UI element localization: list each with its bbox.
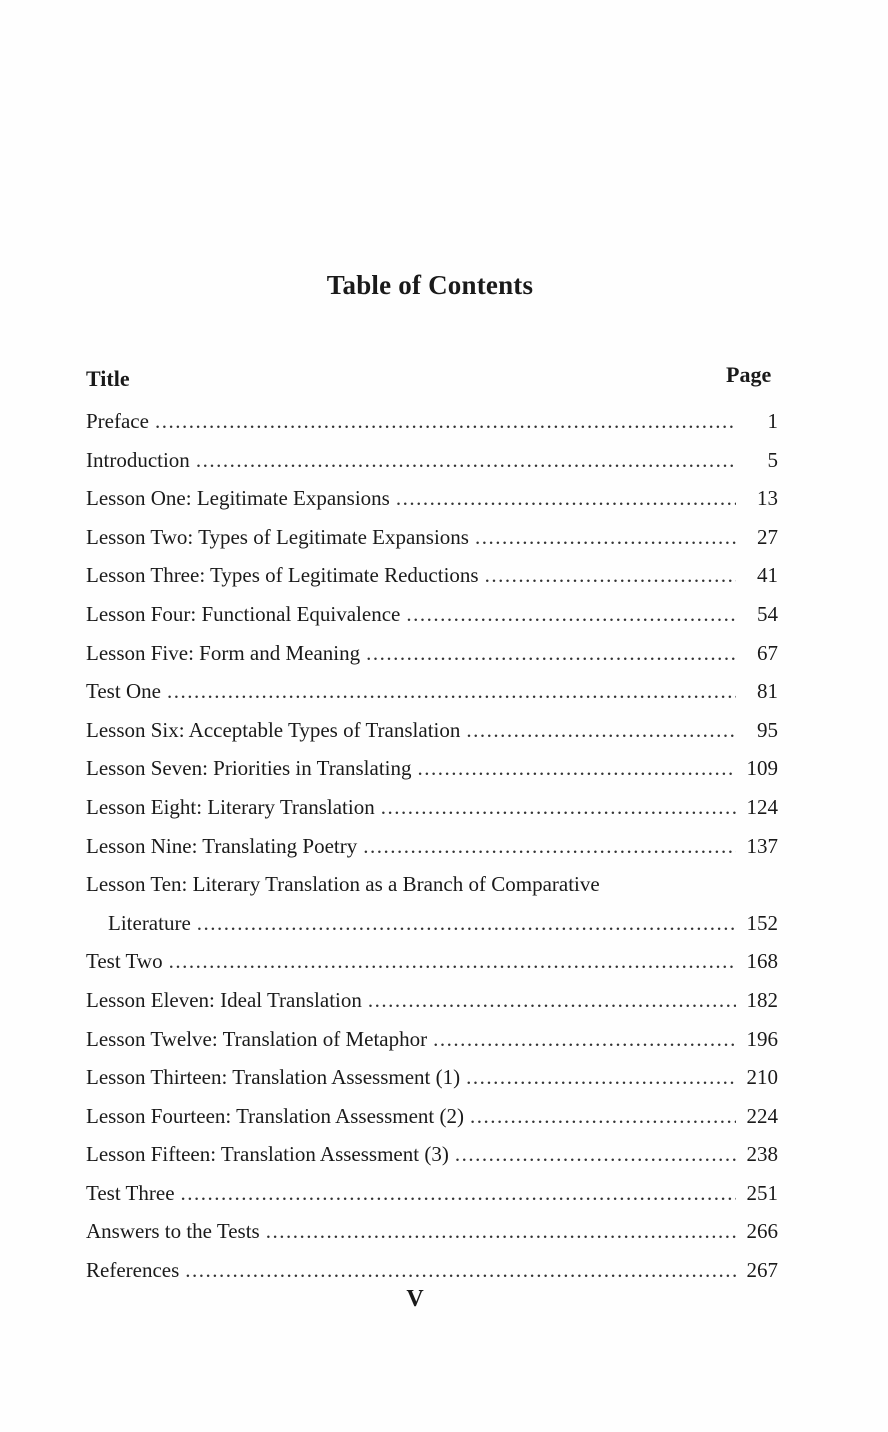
toc-entry bbox=[86, 595, 778, 634]
toc-entry bbox=[86, 865, 778, 904]
toc-entry-title: Lesson Three: Types of Legitimate Reductions bbox=[86, 563, 479, 588]
toc-entry-page: 224 bbox=[746, 1103, 778, 1128]
toc-entry-title: Lesson Eleven: Ideal Translation bbox=[86, 987, 362, 1012]
toc-entry-title: Lesson Fourteen: Translation Assessment (2) bbox=[86, 1103, 464, 1128]
toc-entry-page: 81 bbox=[757, 679, 778, 704]
dot-leader bbox=[185, 1251, 736, 1290]
toc-entry bbox=[86, 1097, 778, 1136]
toc-entry-title: Test One bbox=[86, 679, 161, 704]
dot-leader bbox=[470, 1097, 736, 1136]
toc-entry-page: 95 bbox=[757, 717, 778, 742]
dot-leader bbox=[196, 441, 736, 480]
toc-entry bbox=[86, 711, 778, 750]
toc-entry-title: Lesson Five: Form and Meaning bbox=[86, 640, 361, 665]
toc-entry bbox=[86, 1135, 778, 1174]
toc-entry bbox=[86, 1212, 778, 1251]
toc-entry-page: 67 bbox=[757, 640, 778, 665]
title-column-header: Title bbox=[86, 366, 130, 391]
toc-entry-page: 168 bbox=[746, 949, 778, 974]
dot-leader bbox=[368, 981, 736, 1020]
toc-entry-page: 196 bbox=[746, 1026, 778, 1051]
dot-leader bbox=[167, 672, 736, 711]
toc-entry-page: 1 bbox=[767, 409, 778, 433]
dot-leader bbox=[433, 1020, 736, 1059]
toc-entry bbox=[86, 749, 778, 788]
toc-entry-title: References bbox=[86, 1258, 180, 1283]
dot-leader bbox=[485, 556, 736, 595]
dot-leader bbox=[466, 711, 736, 750]
toc-entry-title: Test Two bbox=[86, 949, 163, 974]
toc-entry bbox=[86, 479, 778, 518]
toc-entry bbox=[86, 634, 778, 673]
toc-entry-page: 109 bbox=[746, 756, 778, 781]
toc-entry-title: Lesson Nine: Translating Poetry bbox=[86, 833, 358, 858]
toc-entry-page: 238 bbox=[746, 1142, 778, 1167]
toc-entry-page: 124 bbox=[746, 794, 778, 819]
toc-entry-title: Lesson Two: Types of Legitimate Expansions bbox=[86, 524, 469, 549]
dot-leader bbox=[155, 402, 736, 441]
toc-entry bbox=[86, 556, 778, 595]
toc-entry bbox=[86, 1174, 778, 1213]
toc-entry-title: Lesson Thirteen: Translation Assessment (1) bbox=[86, 1065, 461, 1090]
toc-entry-title: Lesson Seven: Priorities in Translating bbox=[86, 756, 412, 781]
toc-entry-title: Lesson Six: Acceptable Types of Translation bbox=[86, 717, 461, 742]
toc-entry-page: 251 bbox=[746, 1180, 778, 1205]
toc-entry-title: Preface bbox=[86, 409, 149, 433]
dot-leader bbox=[396, 479, 736, 518]
toc-entry bbox=[86, 788, 778, 827]
toc-entry-page: 137 bbox=[746, 833, 778, 858]
toc-entry-title: Lesson One: Legitimate Expansions bbox=[86, 486, 390, 511]
toc-entry bbox=[86, 1251, 778, 1290]
toc-list bbox=[86, 402, 778, 1290]
toc-entry bbox=[86, 942, 778, 981]
toc-entry-title: Answers to the Tests bbox=[86, 1219, 260, 1244]
toc-entry-title: Literature bbox=[108, 910, 191, 935]
dot-leader bbox=[466, 1058, 736, 1097]
toc-entry bbox=[86, 1058, 778, 1097]
dot-leader bbox=[475, 518, 736, 557]
toc-entry bbox=[86, 981, 778, 1020]
dot-leader bbox=[455, 1135, 736, 1174]
page-title: Table of Contents bbox=[326, 270, 534, 300]
toc-entry-title: Lesson Ten: Literary Translation as a Branch of Comparative bbox=[86, 872, 600, 897]
toc-entry-title: Lesson Twelve: Translation of Metaphor bbox=[86, 1026, 428, 1051]
dot-leader bbox=[197, 904, 736, 943]
dot-leader bbox=[418, 749, 737, 788]
toc-entry-title: Introduction bbox=[86, 447, 190, 472]
toc-entry bbox=[86, 441, 778, 480]
page-number: V bbox=[406, 1286, 424, 1312]
toc-entry-page: 266 bbox=[746, 1219, 778, 1244]
dot-leader bbox=[366, 634, 736, 673]
toc-entry-title: Lesson Four: Functional Equivalence bbox=[86, 601, 401, 626]
toc-entry-page: 267 bbox=[746, 1258, 778, 1283]
toc-entry-page: 27 bbox=[757, 524, 778, 549]
toc-entry-continuation bbox=[86, 904, 778, 943]
dot-leader bbox=[266, 1212, 736, 1251]
toc-entry-page: 182 bbox=[746, 987, 778, 1012]
toc-entry bbox=[86, 402, 778, 441]
page-column-header: Page bbox=[726, 362, 772, 387]
toc-entry-title: Lesson Eight: Literary Translation bbox=[86, 794, 375, 819]
toc-entry-page: 210 bbox=[746, 1065, 778, 1090]
dot-leader bbox=[181, 1174, 736, 1213]
toc-entry bbox=[86, 827, 778, 866]
toc-entry bbox=[86, 672, 778, 711]
toc-entry-page: 152 bbox=[746, 910, 778, 935]
dot-leader bbox=[363, 827, 736, 866]
dot-leader bbox=[406, 595, 736, 634]
dot-leader bbox=[169, 942, 736, 981]
toc-entry bbox=[86, 1020, 778, 1059]
toc-entry-page: 54 bbox=[757, 601, 778, 626]
toc-entry-page: 5 bbox=[767, 447, 778, 472]
toc-entry-title: Lesson Fifteen: Translation Assessment (3) bbox=[86, 1142, 449, 1167]
toc-entry-page: 13 bbox=[757, 486, 778, 511]
toc-entry-page: 41 bbox=[757, 563, 778, 588]
dot-leader bbox=[381, 788, 736, 827]
toc-entry bbox=[86, 518, 778, 557]
toc-entry-title: Test Three bbox=[86, 1180, 175, 1205]
